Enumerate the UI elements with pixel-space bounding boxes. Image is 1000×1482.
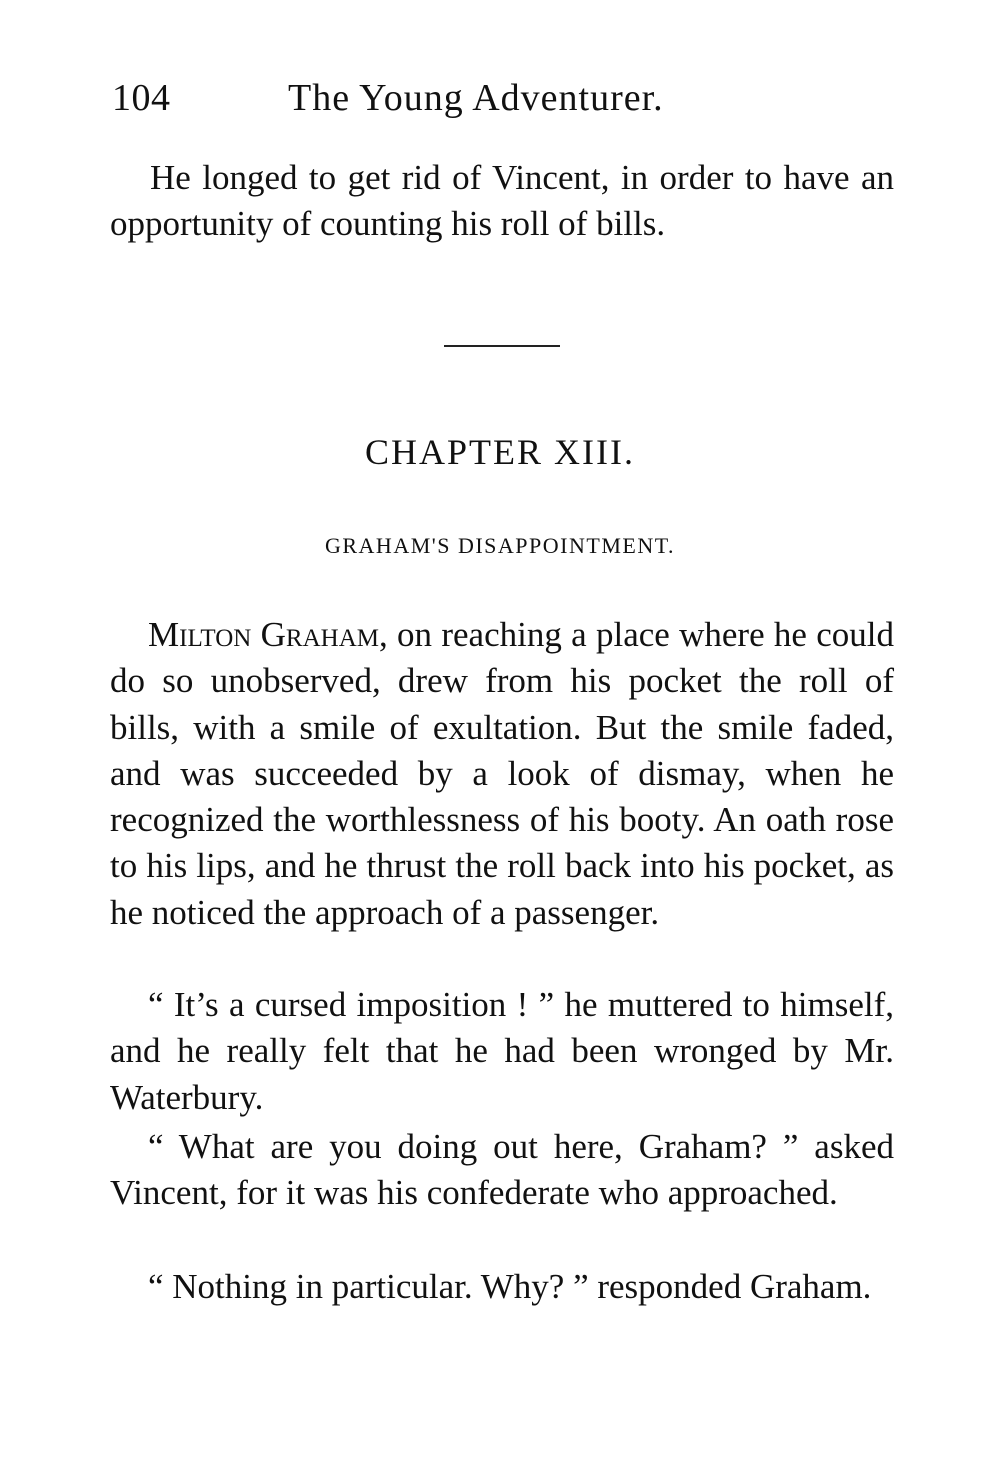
carry-over-paragraph: He longed to get rid of Vincent, in order to have an opportunity of counting his roll of bills. [110, 158, 894, 244]
paragraph-3: “ What are you doing out here, Graham? ” asked Vincent, for it was his confederate who approached. [110, 1127, 894, 1213]
chapter-title: GRAHAM'S DISAPPOINTMENT. [324, 533, 676, 558]
chapter-number: CHAPTER XIII. [365, 432, 635, 472]
page-number: 104 [112, 77, 171, 119]
paragraph-4: “ Nothing in particular. Why? ” responded Graham. [148, 1267, 872, 1306]
paragraph-1-text: on reaching a place where he could do so unobserved, drew from his pocket the roll of bills, with a smile of exultation. But the smile faded, and was succeeded by a look of dismay, when he recognized the worthlessness of his booty. An oath rose to his lips, and he thrust the roll back into his pocket, as he noticed the approach of a passenger. [110, 615, 894, 932]
running-head [112, 70, 892, 126]
paragraph-2: “ It’s a cursed imposition ! ” he muttered to himself, and he really felt that he had been wronged by Mr. Waterbury. [110, 985, 894, 1117]
paragraph-1 [110, 612, 894, 936]
section-divider [444, 345, 560, 347]
book-title: The Young Adventurer. [288, 77, 664, 119]
paragraph-lead-smallcaps: Milton Graham, [148, 615, 388, 654]
